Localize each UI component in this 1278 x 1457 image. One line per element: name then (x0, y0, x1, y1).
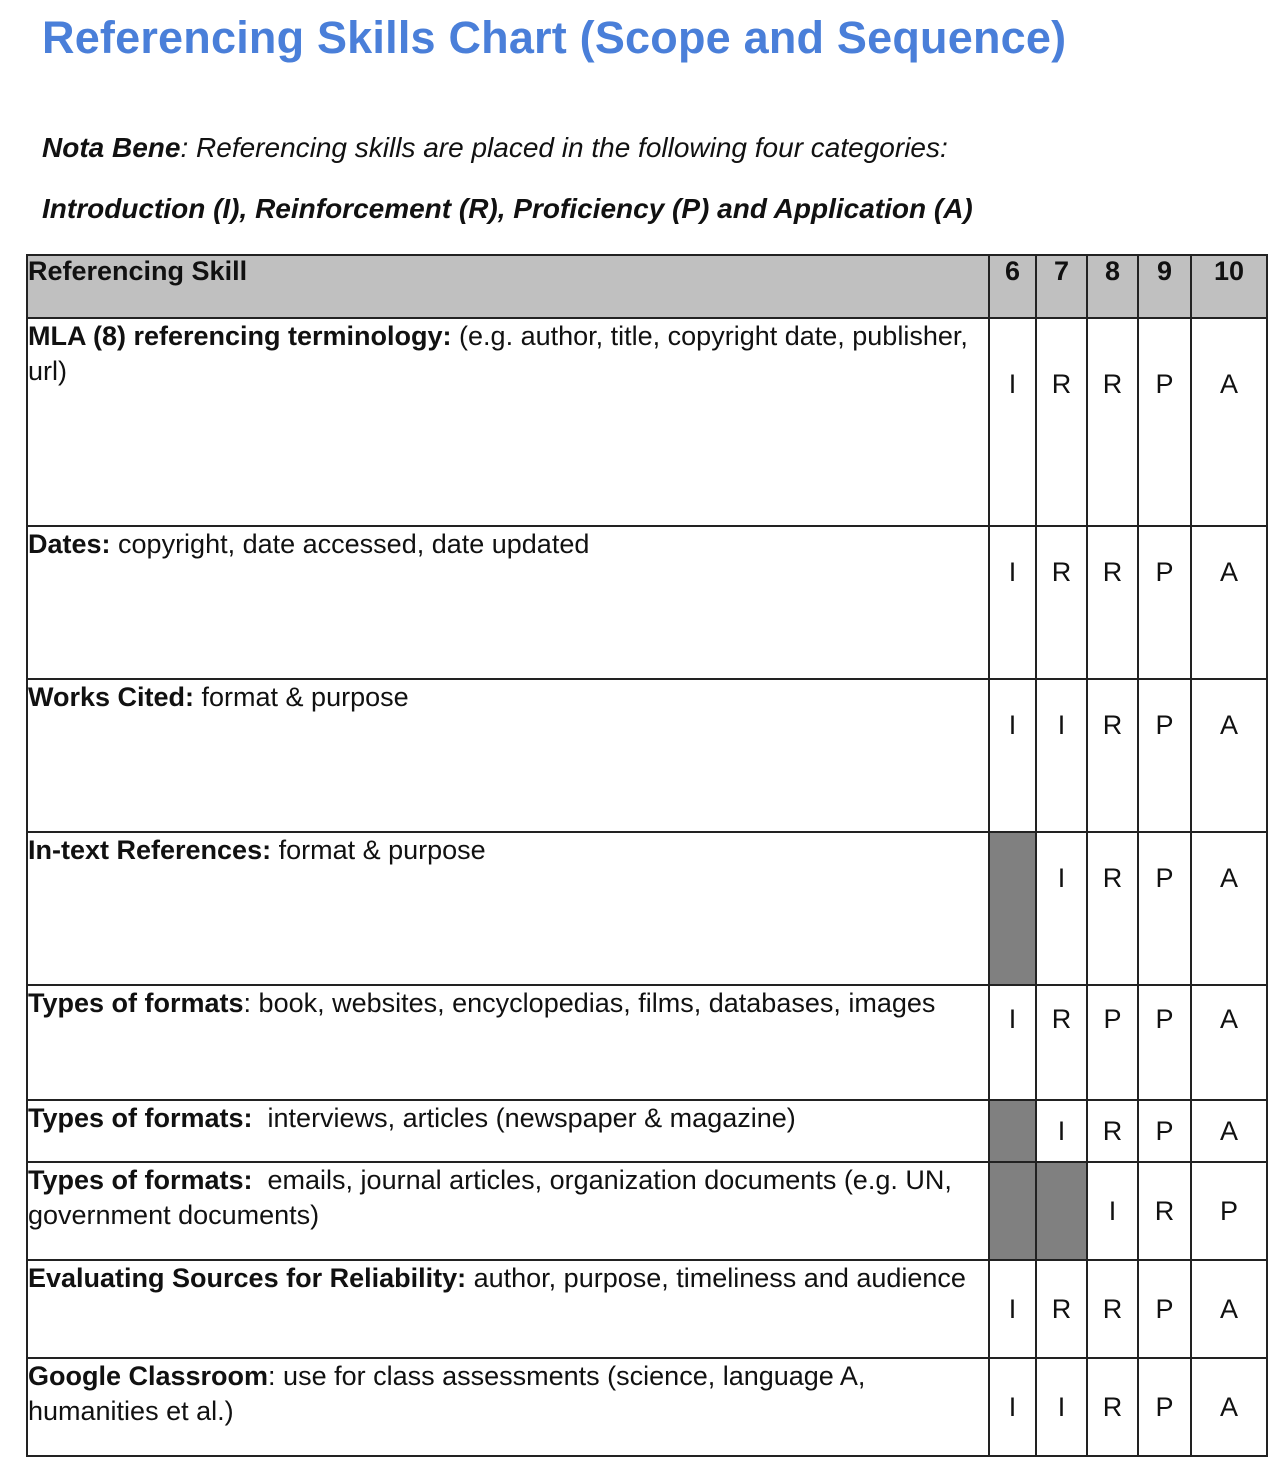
grade-7-cell: I (1036, 1100, 1087, 1162)
table-row (27, 985, 1267, 1100)
grade-10-cell: A (1191, 1260, 1267, 1358)
grade-8-cell: R (1087, 1358, 1138, 1456)
table-row (27, 679, 1267, 832)
skill-description: (e.g. author, title, copyright date, publisher, url) (28, 321, 968, 386)
skill-cell (27, 1358, 989, 1456)
grade-10-cell: A (1191, 679, 1267, 832)
grade-10-cell: A (1191, 318, 1267, 526)
skill-label: Types of formats (28, 988, 244, 1018)
skill-label: MLA (8) referencing terminology: (28, 321, 452, 351)
header-grade-6: 6 (989, 255, 1036, 318)
grade-6-cell: I (989, 1358, 1036, 1456)
grade-8-cell: R (1087, 1100, 1138, 1162)
skill-label: Evaluating Sources for Reliability: (28, 1263, 467, 1293)
grade-10-cell: A (1191, 832, 1267, 985)
skill-cell (27, 526, 989, 679)
skill-description: copyright, date accessed, date updated (110, 529, 590, 559)
skill-label: In-text References: (28, 835, 272, 865)
grade-10-cell: A (1191, 526, 1267, 679)
grade-8-cell: R (1087, 1260, 1138, 1358)
table-row (27, 1260, 1267, 1358)
grade-7-cell: R (1036, 1260, 1087, 1358)
skill-description: format & purpose (194, 682, 409, 712)
grade-7-cell: I (1036, 832, 1087, 985)
skill-description: emails, journal articles, organization documents (e.g. UN, government documents) (28, 1165, 960, 1230)
grade-7-cell: R (1036, 985, 1087, 1100)
referencing-skills-table (26, 254, 1268, 1457)
grade-8-cell: R (1087, 679, 1138, 832)
grade-6-cell-shaded (989, 1100, 1036, 1162)
grade-6-cell-shaded (989, 832, 1036, 985)
skill-cell (27, 832, 989, 985)
grade-6-cell: I (989, 318, 1036, 526)
skill-label: Types of formats: (28, 1165, 253, 1195)
skill-description: interviews, articles (newspaper & magazine) (252, 1103, 796, 1133)
skill-label: Google Classroom (28, 1361, 269, 1391)
skill-description: : book, websites, encyclopedias, films, databases, images (243, 988, 936, 1018)
nota-bene-label: Nota Bene (42, 132, 181, 163)
skill-cell (27, 985, 989, 1100)
grade-10-cell: A (1191, 1358, 1267, 1456)
skill-cell (27, 318, 989, 526)
grade-8-cell: I (1087, 1162, 1138, 1260)
header-referencing-skill: Referencing Skill (27, 255, 989, 318)
table-row (27, 1100, 1267, 1162)
grade-6-cell: I (989, 1260, 1036, 1358)
grade-8-cell: P (1087, 985, 1138, 1100)
grade-10-cell: A (1191, 1100, 1267, 1162)
grade-8-cell: R (1087, 318, 1138, 526)
grade-9-cell: P (1138, 318, 1191, 526)
grade-7-cell: I (1036, 679, 1087, 832)
categories-legend: Introduction (I), Reinforcement (R), Proficiency (P) and Application (A) (42, 193, 973, 224)
grade-8-cell: R (1087, 832, 1138, 985)
table-header-row (27, 255, 1267, 318)
grade-9-cell: P (1138, 1358, 1191, 1456)
page-title: Referencing Skills Chart (Scope and Sequence) (42, 12, 1067, 63)
grade-6-cell-shaded (989, 1162, 1036, 1260)
skill-label: Works Cited: (28, 682, 195, 712)
table-row (27, 832, 1267, 985)
grade-7-cell-shaded (1036, 1162, 1087, 1260)
table-row (27, 318, 1267, 526)
skill-label: Dates: (28, 529, 111, 559)
grade-10-cell: A (1191, 985, 1267, 1100)
table-row (27, 1358, 1267, 1456)
skill-cell (27, 1162, 989, 1260)
header-grade-8: 8 (1087, 255, 1138, 318)
grade-9-cell: P (1138, 832, 1191, 985)
grade-9-cell: P (1138, 985, 1191, 1100)
grade-9-cell: R (1138, 1162, 1191, 1260)
skill-description: format & purpose (271, 835, 486, 865)
skill-description: author, purpose, timeliness and audience (466, 1263, 966, 1293)
grade-6-cell: I (989, 985, 1036, 1100)
header-grade-9: 9 (1138, 255, 1191, 318)
grade-8-cell: R (1087, 526, 1138, 679)
grade-9-cell: P (1138, 679, 1191, 832)
grade-10-cell: P (1191, 1162, 1267, 1260)
table-row (27, 1162, 1267, 1260)
skill-cell (27, 1100, 989, 1162)
grade-7-cell: R (1036, 318, 1087, 526)
grade-6-cell: I (989, 679, 1036, 832)
grade-9-cell: P (1138, 1100, 1191, 1162)
skill-description: : use for class assessments (science, language A, humanities et al.) (28, 1361, 866, 1426)
grade-7-cell: R (1036, 526, 1087, 679)
skill-label: Types of formats: (28, 1103, 253, 1133)
skill-cell (27, 1260, 989, 1358)
grade-6-cell: I (989, 526, 1036, 679)
header-grade-10: 10 (1191, 255, 1267, 318)
grade-7-cell: I (1036, 1358, 1087, 1456)
skill-cell (27, 679, 989, 832)
grade-9-cell: P (1138, 1260, 1191, 1358)
header-grade-7: 7 (1036, 255, 1087, 318)
table-row (27, 526, 1267, 679)
grade-9-cell: P (1138, 526, 1191, 679)
nota-bene-note (42, 132, 948, 164)
nota-bene-text: : Referencing skills are placed in the following four categories: (180, 132, 948, 163)
